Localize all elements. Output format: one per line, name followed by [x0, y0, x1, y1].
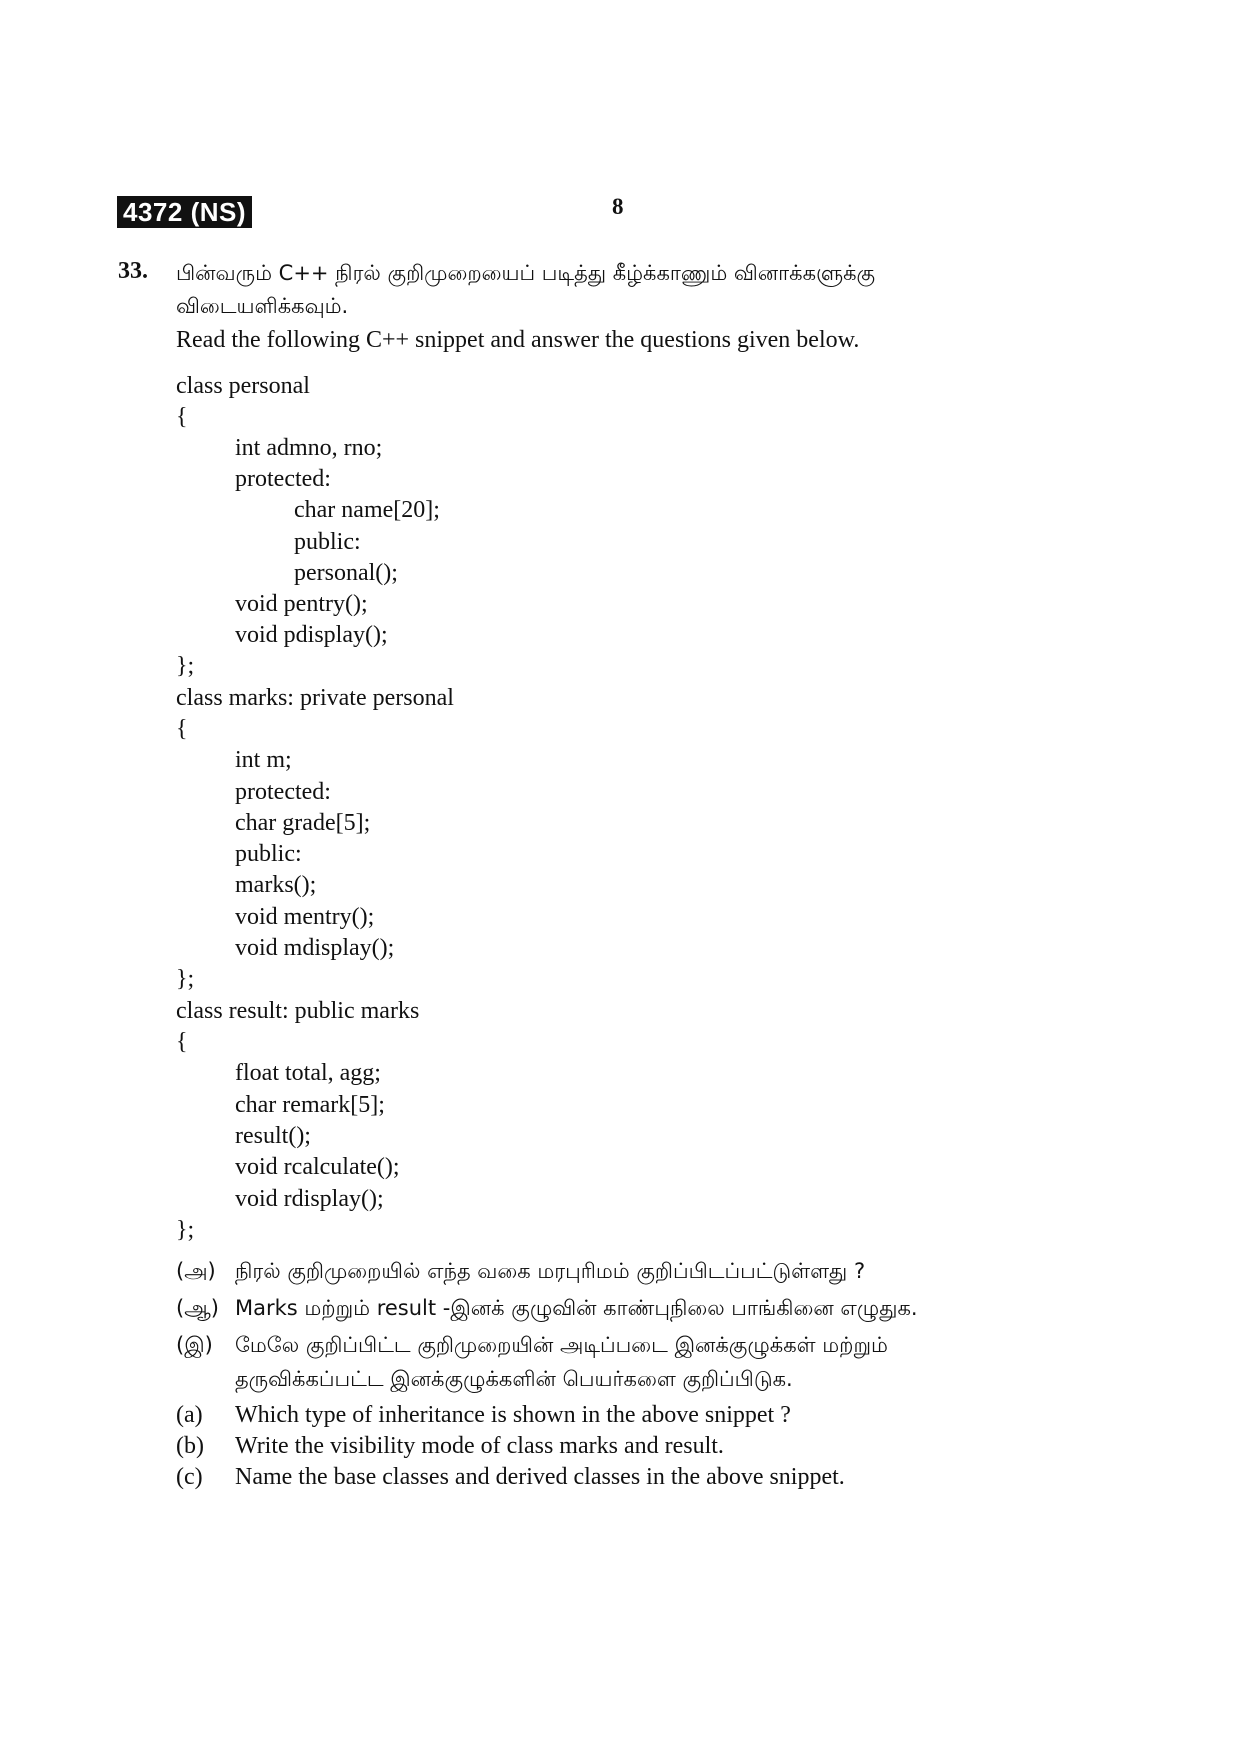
english-subquestion-text: Which type of inheritance is shown in the above snippet ? [235, 1402, 791, 1428]
code-line: protected: [235, 466, 331, 492]
code-line: public: [294, 529, 361, 555]
code-line: void mentry(); [235, 904, 375, 930]
tamil-subquestion-label: (அ) [176, 1259, 216, 1283]
code-line: public: [235, 841, 302, 867]
code-line: int m; [235, 747, 292, 773]
code-line: }; [176, 966, 195, 992]
code-line: void pdisplay(); [235, 622, 388, 648]
english-subquestion-label: (b) [176, 1433, 204, 1459]
tamil-subquestion-text: மேலே குறிப்பிட்ட குறிமுறையின் அடிப்படை இனக்குழுக்கள் மற்றும் [235, 1333, 888, 1357]
code-line: { [176, 404, 188, 430]
tamil-intro-line-2: விடையளிக்கவும். [176, 294, 349, 318]
code-line: char name[20]; [294, 497, 440, 523]
english-subquestion-label: (c) [176, 1464, 203, 1490]
english-subquestion-label: (a) [176, 1402, 203, 1428]
code-line: void mdisplay(); [235, 935, 395, 961]
code-line: void rdisplay(); [235, 1186, 384, 1212]
question-number: 33. [118, 258, 148, 284]
code-line: int admno, rno; [235, 435, 383, 461]
code-line: }; [176, 1217, 195, 1243]
tamil-subquestion-text-line-2: தருவிக்கப்பட்ட இனக்குழுக்களின் பெயர்களை குறிப்பிடுக. [235, 1367, 793, 1391]
page-number: 8 [612, 194, 624, 219]
code-line: marks(); [235, 872, 317, 898]
tamil-subquestion-label: (இ) [176, 1333, 213, 1357]
english-subquestion-text: Name the base classes and derived classes in the above snippet. [235, 1464, 845, 1490]
code-line: void rcalculate(); [235, 1154, 400, 1180]
english-subquestion-text: Write the visibility mode of class marks and result. [235, 1433, 724, 1459]
tamil-subquestion-text: நிரல் குறிமுறையில் எந்த வகை மரபுரிமம் குறிப்பிடப்பட்டுள்ளது ? [235, 1259, 866, 1283]
code-line: }; [176, 653, 195, 679]
code-line: protected: [235, 779, 331, 805]
code-line: { [176, 716, 188, 742]
code-line: class result: public marks [176, 998, 420, 1024]
code-line: char remark[5]; [235, 1092, 385, 1118]
code-line: float total, agg; [235, 1060, 381, 1086]
english-intro: Read the following C++ snippet and answer the questions given below. [176, 327, 860, 353]
code-line: class marks: private personal [176, 685, 454, 711]
code-line: result(); [235, 1123, 311, 1149]
code-line: void pentry(); [235, 591, 368, 617]
code-line: char grade[5]; [235, 810, 371, 836]
tamil-subquestion-label: (ஆ) [176, 1296, 219, 1320]
tamil-subquestion-text: Marks மற்றும் result -இனக் குழுவின் காண்புநிலை பாங்கினை எழுதுக. [235, 1296, 918, 1320]
code-line: class personal [176, 373, 310, 399]
code-line: personal(); [294, 560, 398, 586]
tamil-intro-line-1: பின்வரும் C++ நிரல் குறிமுறையைப் படித்து கீழ்க்காணும் வினாக்களுக்கு [176, 261, 876, 285]
paper-code-badge: 4372 (NS) [117, 196, 252, 228]
code-line: { [176, 1029, 188, 1055]
